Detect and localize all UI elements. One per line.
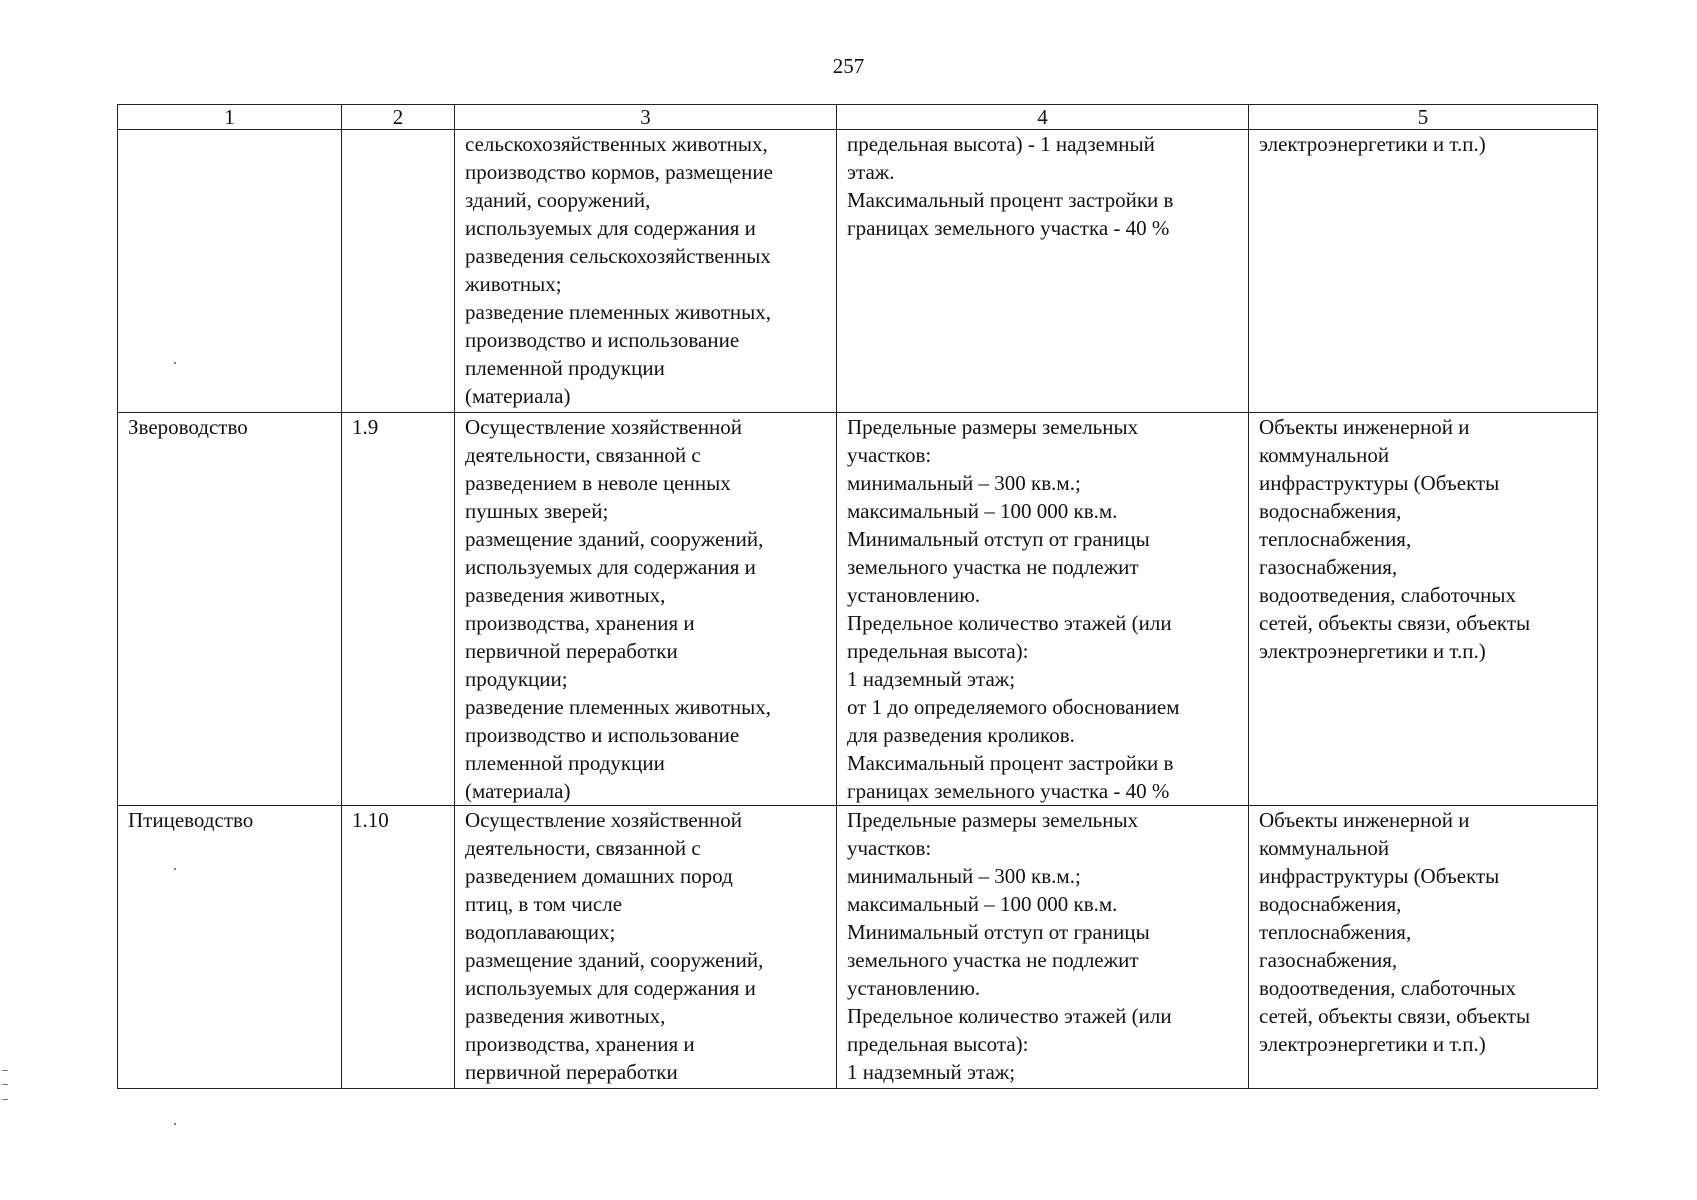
cell-line: водоснабжения, [1259, 892, 1402, 916]
cell-line: электроэнергетики и т.п.) [1259, 132, 1486, 156]
cell-line: продукции; [465, 667, 568, 691]
use-name-cell: Птицеводство [118, 806, 342, 1089]
cell-line: водоснабжения, [1259, 499, 1402, 523]
parameters-cell [837, 413, 1249, 806]
cell-line: сельскохозяйственных животных, [465, 132, 768, 156]
header-col-5: 5 [1249, 105, 1598, 130]
scan-speck [174, 868, 176, 870]
cell-line: (материала) [465, 384, 571, 408]
cell-line: размещение зданий, сооружений, [465, 527, 764, 551]
cell-line: размещение зданий, сооружений, [465, 948, 764, 972]
cell-line: деятельности, связанной с [465, 443, 701, 467]
cell-line: сетей, объекты связи, объекты [1259, 611, 1531, 635]
parameters-cell [837, 130, 1249, 413]
cell-line: для разведения кроликов. [847, 723, 1075, 747]
use-description-cell [455, 413, 837, 806]
cell-line: газоснабжения, [1259, 555, 1398, 579]
cell-line: максимальный – 100 000 кв.м. [847, 499, 1118, 523]
header-col-4: 4 [837, 105, 1249, 130]
cell-line: теплоснабжения, [1259, 527, 1412, 551]
cell-line: производство и использование [465, 328, 740, 352]
cell-line: максимальный – 100 000 кв.м. [847, 892, 1118, 916]
cell-line: производство и использование [465, 723, 740, 747]
cell-line: теплоснабжения, [1259, 920, 1412, 944]
cell-line: предельная высота) - 1 надземный [847, 132, 1155, 156]
table-row [118, 130, 1598, 413]
header-col-3: 3 [455, 105, 837, 130]
infrastructure-cell [1249, 806, 1598, 1089]
cell-line: 1 надземный этаж; [847, 667, 1016, 691]
cell-line: первичной переработки [465, 639, 678, 663]
table-row [118, 806, 1598, 1089]
cell-line: Минимальный отступ от границы [847, 527, 1150, 551]
cell-line: разведением домашних пород [465, 864, 733, 888]
cell-line: предельная высота): [847, 639, 1029, 663]
cell-line: электроэнергетики и т.п.) [1259, 639, 1486, 663]
scan-speck [174, 362, 176, 364]
cell-line: инфраструктуры (Объекты [1259, 471, 1500, 495]
cell-line: разведением в неволе ценных [465, 471, 731, 495]
cell-line: Предельные размеры земельных [847, 808, 1139, 832]
parameters-cell [837, 806, 1249, 1089]
header-col-2: 2 [342, 105, 455, 130]
cell-line: птиц, в том числе [465, 892, 623, 916]
cell-line: (материала) [465, 779, 571, 803]
cell-line: используемых для содержания и [465, 976, 756, 1000]
cell-line: предельная высота): [847, 1032, 1029, 1056]
cell-line: границах земельного участка - 40 % [847, 779, 1170, 803]
cell-line: Предельное количество этажей (или [847, 611, 1172, 635]
cell-line: минимальный – 300 кв.м.; [847, 864, 1081, 888]
cell-line: участков: [847, 443, 932, 467]
cell-line: инфраструктуры (Объекты [1259, 864, 1500, 888]
cell-line: Максимальный процент застройки в [847, 751, 1174, 775]
cell-line: производства, хранения и [465, 611, 695, 635]
cell-line: от 1 до определяемого обоснованием [847, 695, 1180, 719]
use-code-cell: 1.9 [342, 413, 455, 806]
use-name-cell: Звероводство [118, 413, 342, 806]
cell-line: водоотведения, слаботочных [1259, 583, 1517, 607]
cell-line: деятельности, связанной с [465, 836, 701, 860]
cell-line: водоотведения, слаботочных [1259, 976, 1517, 1000]
scan-margin-mark [2, 1070, 8, 1100]
land-use-table [117, 104, 1598, 1089]
table-row [118, 413, 1598, 806]
cell-line: используемых для содержания и [465, 216, 756, 240]
cell-line: электроэнергетики и т.п.) [1259, 1032, 1486, 1056]
cell-line: племенной продукции [465, 751, 665, 775]
cell-line: Объекты инженерной и [1259, 808, 1470, 832]
cell-line: разведение племенных животных, [465, 695, 772, 719]
cell-line: участков: [847, 836, 932, 860]
cell-line: используемых для содержания и [465, 555, 756, 579]
cell-line: Осуществление хозяйственной [465, 808, 742, 832]
cell-line: разведение племенных животных, [465, 300, 772, 324]
cell-line: Осуществление хозяйственной [465, 415, 742, 439]
page-number: 257 [832, 54, 865, 78]
cell-line: газоснабжения, [1259, 948, 1398, 972]
header-col-1: 1 [118, 105, 342, 130]
cell-line: минимальный – 300 кв.м.; [847, 471, 1081, 495]
use-code-cell [342, 130, 455, 413]
cell-line: первичной переработки [465, 1060, 678, 1084]
cell-line: пушных зверей; [465, 499, 609, 523]
cell-line: этаж. [847, 160, 895, 184]
infrastructure-cell [1249, 413, 1598, 806]
cell-line: Минимальный отступ от границы [847, 920, 1150, 944]
cell-line: разведения животных, [465, 1004, 666, 1028]
cell-line: разведения сельскохозяйственных [465, 244, 771, 268]
cell-line: водоплавающих; [465, 920, 616, 944]
cell-line: Предельные размеры земельных [847, 415, 1139, 439]
cell-line: установлению. [847, 976, 981, 1000]
cell-line: границах земельного участка - 40 % [847, 216, 1170, 240]
scan-speck [174, 1123, 176, 1125]
use-code-cell: 1.10 [342, 806, 455, 1089]
cell-line: зданий, сооружений, [465, 188, 651, 212]
use-description-cell [455, 130, 837, 413]
infrastructure-cell [1249, 130, 1598, 413]
cell-line: 1 надземный этаж; [847, 1060, 1016, 1084]
use-name-cell [118, 130, 342, 413]
cell-line: земельного участка не подлежит [847, 555, 1139, 579]
cell-line: производство кормов, размещение [465, 160, 773, 184]
cell-line: земельного участка не подлежит [847, 948, 1139, 972]
cell-line: Максимальный процент застройки в [847, 188, 1174, 212]
cell-line: производства, хранения и [465, 1032, 695, 1056]
cell-line: племенной продукции [465, 356, 665, 380]
cell-line: Предельное количество этажей (или [847, 1004, 1172, 1028]
cell-line: Объекты инженерной и [1259, 415, 1470, 439]
header-row [118, 105, 1598, 130]
cell-line: животных; [465, 272, 562, 296]
use-description-cell [455, 806, 837, 1089]
cell-line: сетей, объекты связи, объекты [1259, 1004, 1531, 1028]
cell-line: коммунальной [1259, 443, 1390, 467]
cell-line: установлению. [847, 583, 981, 607]
cell-line: разведения животных, [465, 583, 666, 607]
cell-line: коммунальной [1259, 836, 1390, 860]
